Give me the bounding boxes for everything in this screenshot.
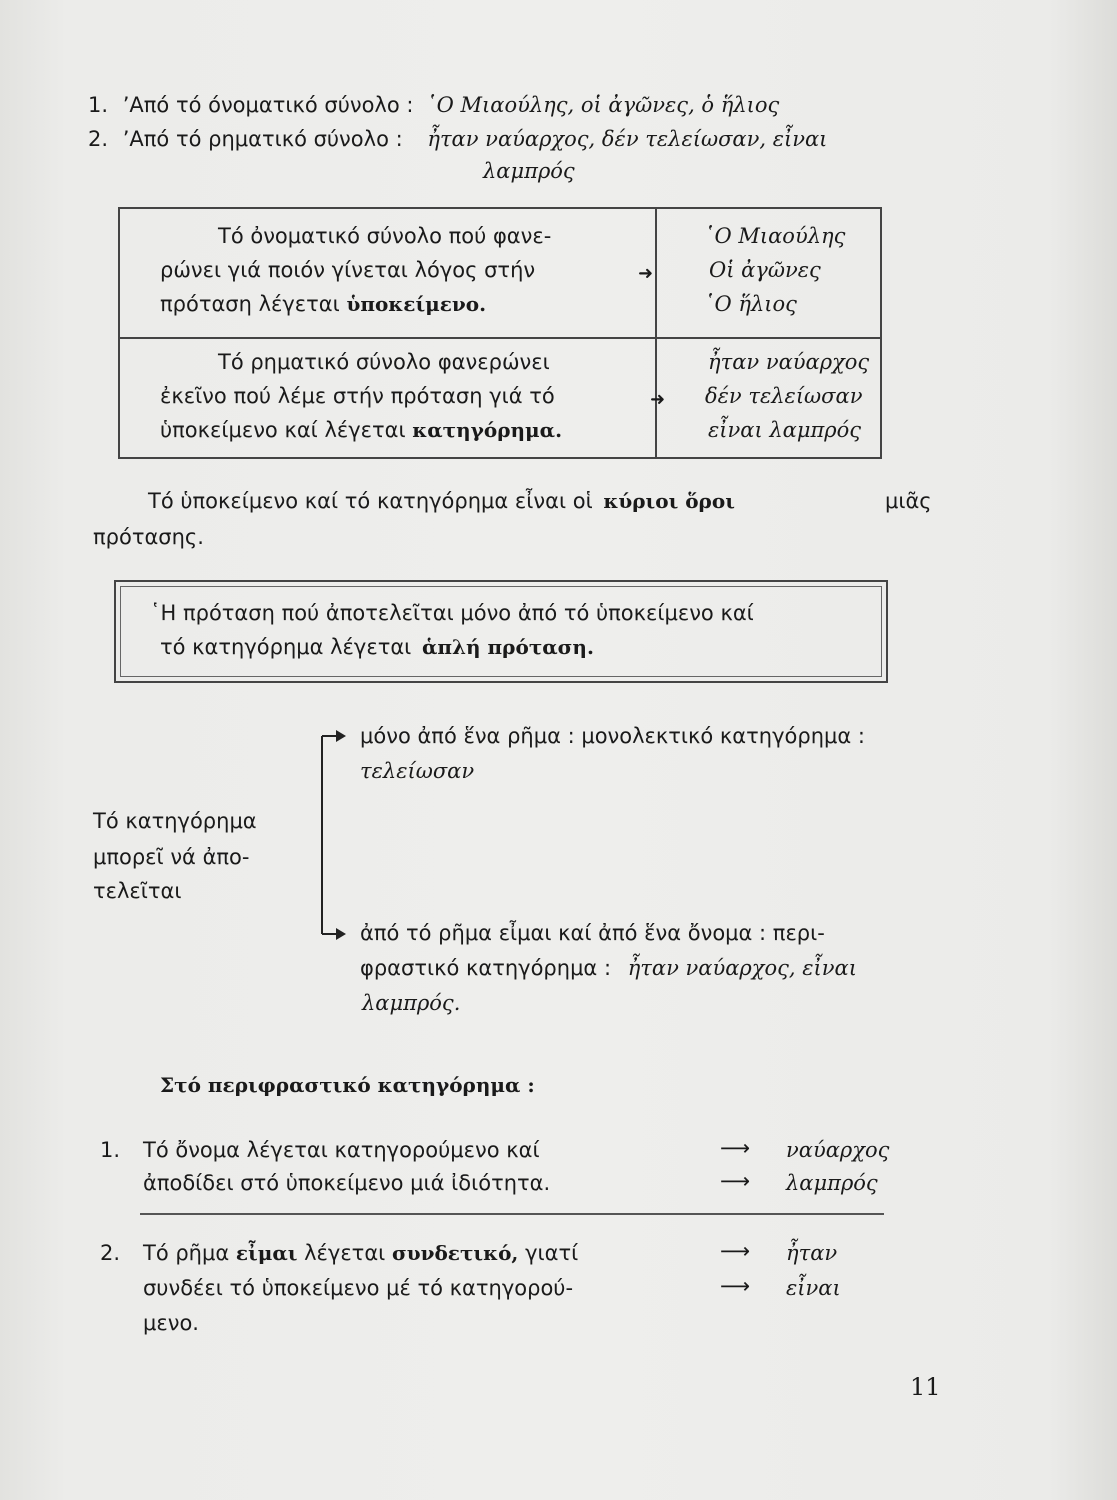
point-2-text-b: λέγεται xyxy=(304,1241,386,1265)
predicate-types-left-line-2: μπορεῖ νά ἀπο- xyxy=(93,845,250,869)
simple-sentence-box xyxy=(114,580,888,683)
table-row-divider xyxy=(120,337,880,339)
section-divider xyxy=(140,1213,884,1215)
point-1-example-1: ναύαρχος xyxy=(786,1138,890,1162)
point-2-line-1 xyxy=(143,1240,578,1267)
point-2-example-1: ἦταν xyxy=(786,1241,838,1265)
point-2-arrow-1-icon: ⟶ xyxy=(720,1239,751,1263)
point-2-text-a: Τό ρῆμα xyxy=(143,1241,230,1265)
subject-arrow-icon: ➜ xyxy=(638,263,654,284)
predicate-definition-line-1: Τό ρηματικό σύνολο φανερώνει xyxy=(218,350,550,374)
subject-definition-text: πρόταση λέγεται xyxy=(160,292,340,316)
point-2-arrow-2-icon: ⟶ xyxy=(720,1274,751,1298)
point-1-arrow-2-icon: ⟶ xyxy=(720,1169,751,1193)
periphrastic-predicate-text: φραστικό κατηγόρημα : xyxy=(360,956,612,980)
predicate-types-left-line-3: τελεῖται xyxy=(93,879,182,903)
intro-item-2-label: ’Από τό ρηματικό σύνολο : xyxy=(122,127,403,151)
predicate-term: κατηγόρημα. xyxy=(412,418,563,442)
intro-item-1-label: ’Από τό όνοματικό σύνολο : xyxy=(122,93,414,117)
simple-sentence-line-1: ῾Η πρόταση πού ἀποτελεῖται μόνο ἀπό τό ὑποκείμενο καί xyxy=(150,601,754,625)
point-2-example-2: εἶναι xyxy=(786,1276,841,1300)
intro-item-2-value-cont: λαμπρός xyxy=(483,159,575,183)
subject-example-2: Οἱ ἀγῶνες xyxy=(709,258,821,282)
point-2-line-3: μενο. xyxy=(143,1311,199,1335)
point-2-bold-eimai: εἶμαι xyxy=(235,1241,298,1265)
single-word-predicate-line: μόνο ἀπό ἕνα ρῆμα : μονολεκτικό κατηγόρημα : xyxy=(360,724,865,748)
point-1-line-2: ἀποδίδει στό ὑποκείμενο μιά ἰδιότητα. xyxy=(143,1171,551,1195)
subject-term: ὑποκείμενο. xyxy=(346,292,487,316)
periphrastic-predicate-example: ἦταν ναύαρχος, εἶναι xyxy=(627,956,857,980)
predicate-definition-line-2: ἐκεῖνο πού λέμε στήν πρόταση γιά τό xyxy=(160,384,555,408)
intro-item-2-value: ἦταν ναύαρχος, δέν τελείωσαν, εἶναι xyxy=(427,127,828,151)
predicate-example-3: εἶναι λαμπρός xyxy=(708,418,862,442)
intro-item-1-value: ῾Ο Μιαούλης, οἱ ἀγῶνες, ὁ ἥλιος xyxy=(426,93,780,117)
predicate-definition-text: ὑποκείμενο καί λέγεται xyxy=(160,418,406,442)
predicate-types-left-line-1: Τό κατηγόρημα xyxy=(93,809,257,833)
predicate-example-1: ἦταν ναύαρχος xyxy=(708,350,870,374)
simple-sentence-line-2 xyxy=(160,634,594,661)
predicate-definition-line-3 xyxy=(160,417,562,444)
simple-sentence-text: τό κατηγόρημα λέγεται xyxy=(160,635,412,659)
subject-definition-line-3 xyxy=(160,291,486,318)
periphrastic-predicate-line-1: ἀπό τό ρῆμα εἶμαι καί ἀπό ἕνα ὄνομα : περι- xyxy=(360,921,825,945)
predicate-branch-connector xyxy=(306,728,366,958)
table-column-divider xyxy=(655,209,657,457)
single-word-predicate-example: τελείωσαν xyxy=(360,759,475,783)
periphrastic-predicate-line-2 xyxy=(360,955,857,982)
subject-example-3: ῾Ο ἥλιος xyxy=(704,292,797,316)
subject-definition-line-1: Τό ὀνοματικό σύνολο πού φανε- xyxy=(218,224,552,248)
predicate-example-2: δέν τελείωσαν xyxy=(705,384,863,408)
point-1-arrow-1-icon: ⟶ xyxy=(720,1136,751,1160)
point-1-line-1: Τό ὄνομα λέγεται κατηγορούμενο καί xyxy=(143,1138,540,1162)
definition-table xyxy=(118,207,882,459)
point-2-text-c: γιατί xyxy=(525,1241,579,1265)
point-1-number: 1. xyxy=(100,1138,121,1162)
point-2-line-2: συνδέει τό ὑποκείμενο μέ τό κατηγορού- xyxy=(143,1276,574,1300)
predicate-arrow-icon: ➜ xyxy=(650,389,666,410)
simple-sentence-term: ἁπλή πρόταση. xyxy=(421,635,594,659)
subject-definition-line-2: ρώνει γιά ποιόν γίνεται λόγος στήν xyxy=(160,258,536,282)
intro-item-2 xyxy=(88,126,827,153)
periphrastic-heading: Στό περιφραστικό κατηγόρημα : xyxy=(160,1073,535,1097)
periphrastic-predicate-example-cont: λαμπρός. xyxy=(362,991,461,1015)
point-2-number: 2. xyxy=(100,1241,121,1265)
main-terms-line-1-end: μιᾶς xyxy=(885,489,932,513)
subject-example-1: ῾Ο Μιαούλης xyxy=(704,224,846,248)
page-number: 11 xyxy=(910,1373,941,1401)
branch-arrowhead-bottom-icon xyxy=(336,928,346,940)
intro-item-2-number: 2. xyxy=(88,127,109,151)
main-terms-line-1 xyxy=(148,488,735,515)
branch-arrowhead-top-icon xyxy=(336,730,346,742)
main-terms-text: Τό ὑποκείμενο καί τό κατηγόρημα εἶναι οἱ xyxy=(148,489,593,513)
intro-item-1 xyxy=(88,92,779,119)
main-terms-bold: κύριοι ὅροι xyxy=(603,489,735,513)
point-2-bold-syndetiko: συνδετικό, xyxy=(391,1241,519,1265)
main-terms-line-2: πρότασης. xyxy=(93,525,204,549)
point-1-example-2: λαμπρός xyxy=(786,1171,878,1195)
intro-item-1-number: 1. xyxy=(88,93,109,117)
